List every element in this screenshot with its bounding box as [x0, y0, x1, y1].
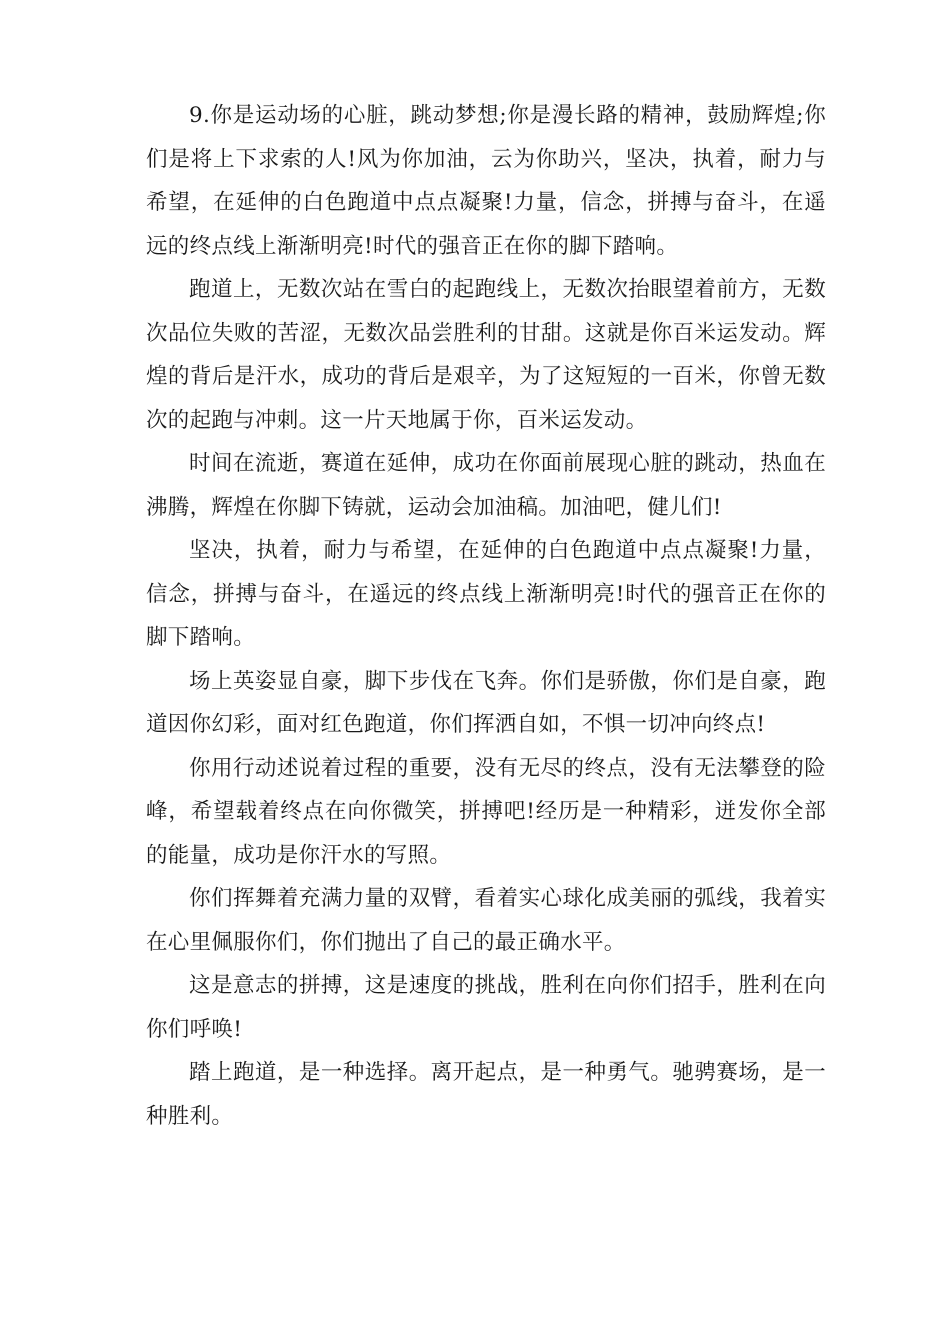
paragraph-4: 坚决，执着，耐力与希望，在延伸的白色跑道中点点凝聚!力量，信念，拼搏与奋斗，在遥远的终点线上渐渐明亮!时代的强音正在你的脚下踏响。 — [146, 538, 826, 650]
paragraph-9: 踏上跑道，是一种选择。离开起点，是一种勇气。驰骋赛场，是一种胜利。 — [146, 1060, 826, 1129]
paragraph-5: 场上英姿显自豪，脚下步伐在飞奔。你们是骄傲，你们是自豪，跑道因你幻彩，面对红色跑道，你们挥洒自如，不惧一切冲向终点! — [146, 668, 826, 737]
paragraph-6: 你用行动述说着过程的重要，没有无尽的终点，没有无法攀登的险峰，希望载着终点在向你微笑，拼搏吧!经历是一种精彩，迸发你全部的能量，成功是你汗水的写照。 — [146, 755, 826, 868]
paragraph-1: 9.你是运动场的心脏，跳动梦想;你是漫长路的精神，鼓励辉煌;你们是将上下求索的人!风为你加油，云为你助兴，坚决，执着，耐力与希望，在延伸的白色跑道中点点凝聚!力量，信念，拼搏与奋斗，在遥远的终点线上渐渐明亮!时代的强音正在你的脚下踏响。 — [146, 103, 826, 259]
paragraph-8: 这是意志的拼搏，这是速度的挑战，胜利在向你们招手，胜利在向你们呼唤! — [146, 973, 826, 1042]
paragraph-3: 时间在流逝，赛道在延伸，成功在你面前展现心脏的跳动，热血在沸腾，辉煌在你脚下铸就，运动会加油稿。加油吧，健儿们! — [146, 451, 826, 520]
paragraph-2: 跑道上，无数次站在雪白的起跑线上，无数次抬眼望着前方，无数次品位失败的苦涩，无数次品尝胜利的甘甜。这就是你百米运发动。辉煌的背后是汗水，成功的背后是艰辛，为了这短短的一百米，你曾无数次的起跑与冲刺。这一片天地属于你，百米运发动。 — [146, 277, 826, 433]
document-body — [146, 94, 826, 1138]
paragraph-7: 你们挥舞着充满力量的双臂，看着实心球化成美丽的弧线，我着实在心里佩服你们，你们抛出了自己的最正确水平。 — [146, 886, 826, 955]
